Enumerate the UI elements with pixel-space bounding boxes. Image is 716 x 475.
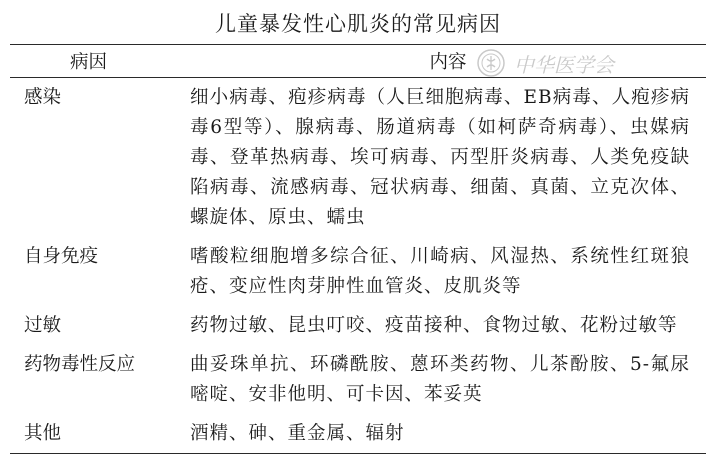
header-content: 内容 xyxy=(190,45,706,78)
causes-table xyxy=(10,44,706,454)
table-row xyxy=(10,306,706,345)
row-cause: 过敏 xyxy=(24,315,62,336)
row-cause: 药物毒性反应 xyxy=(24,354,136,375)
row-cause: 自身免疫 xyxy=(24,246,99,267)
document-figure xyxy=(10,6,706,466)
header-cause: 病因 xyxy=(10,45,190,78)
watermark-text: 中华医学会 xyxy=(514,52,614,77)
row-cause: 其他 xyxy=(24,423,62,444)
row-content: 细小病毒、疱疹病毒（人巨细胞病毒、EB病毒、人疱疹病毒6型等）、腺病毒、肠道病毒（如柯萨奇病毒）、虫媒病毒、登革热病毒、埃可病毒、丙型肝炎病毒、人类免疫缺陷病毒、流感病毒、冠状病毒、细菌、真菌、立克次体、螺旋体、原虫、蠕虫 xyxy=(190,87,690,228)
table-row xyxy=(10,237,706,306)
table-title: 儿童暴发性心肌炎的常见病因 xyxy=(215,12,501,36)
row-cause: 感染 xyxy=(24,87,62,108)
table-header-row xyxy=(10,45,706,78)
table-row xyxy=(10,78,706,238)
row-content: 嗜酸粒细胞增多综合征、川崎病、风湿热、系统性红斑狼疮、变应性肉芽肿性血管炎、皮肌炎等 xyxy=(190,246,690,297)
row-content: 药物过敏、昆虫叮咬、疫苗接种、食物过敏、花粉过敏等 xyxy=(190,315,678,336)
table-row xyxy=(10,345,706,414)
row-content: 酒精、砷、重金属、辐射 xyxy=(190,423,405,444)
table-row xyxy=(10,414,706,454)
row-content: 曲妥珠单抗、环磷酰胺、蒽环类药物、儿茶酚胺、5-氟尿嘧啶、安非他明、可卡因、苯妥英 xyxy=(190,354,690,405)
